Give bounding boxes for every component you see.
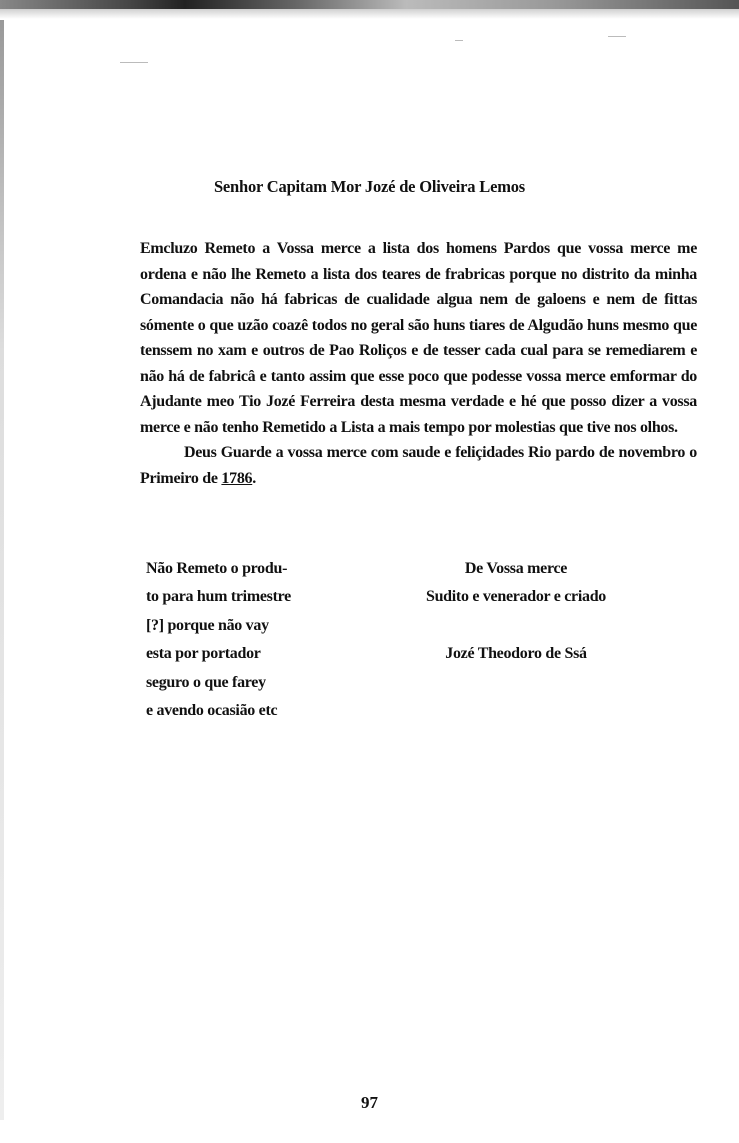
note-line: to para hum trimestre bbox=[146, 588, 291, 606]
page-number: 97 bbox=[361, 1093, 378, 1112]
scan-top-edge bbox=[0, 0, 739, 9]
note-line: Não Remeto o produ- bbox=[146, 560, 288, 577]
letter-year: 1786 bbox=[221, 469, 253, 487]
paragraph-main: Emcluzo Remeto a Vossa merce a lista dos homens Pardos que vossa merce me ordena e não lhe Remeto a lista dos teares de frabricas porque no distrito da minha Comandacia não há fabricas de cualidade algua nem de galoens e nem de fittas sómente o que uzão coazê todos no geral são huns tiares de Algudão huns mesmo que tenssem no xam e outros de Pao Roliços e de tesser cada cual para se remediarem e não há de fabricâ e tanto assim que esse poco que podesse vossa merce emformar do Ajudante meo Tio Jozé Ferreira desta mesma verdade e hé que posso dizer a vossa merce e não tenho Remetido a Lista a mais tempo por molestias que tive nos olhos. bbox=[140, 240, 697, 436]
signature-name: Jozé Theodoro de Ssá bbox=[445, 644, 587, 662]
note-line: e avendo ocasião etc bbox=[146, 702, 278, 720]
signature-block bbox=[400, 555, 632, 668]
note-line: seguro o que farey bbox=[146, 673, 266, 691]
paragraph-closing-text: Deus Guarde a vossa merce com saude e feliçidades Rio pardo de novembro o Primeiro de bbox=[140, 444, 697, 487]
marginal-note bbox=[146, 555, 346, 725]
paragraph-closing bbox=[140, 440, 697, 491]
letter-body bbox=[140, 236, 697, 491]
note-line: esta por portador bbox=[146, 645, 261, 663]
scan-speck bbox=[455, 40, 463, 41]
scan-speck bbox=[608, 36, 626, 37]
scan-top-shadow bbox=[0, 9, 739, 19]
signature-closing: Sudito e venerador e criado bbox=[425, 588, 607, 606]
letter-heading: Senhor Capitam Mor Jozé de Oliveira Lemos bbox=[213, 177, 526, 196]
note-line: [?] porque não vay bbox=[146, 616, 269, 634]
signature-salutation: De Vossa merce bbox=[464, 560, 568, 577]
scan-speck bbox=[120, 62, 148, 63]
paragraph-closing-end: . bbox=[252, 469, 256, 487]
